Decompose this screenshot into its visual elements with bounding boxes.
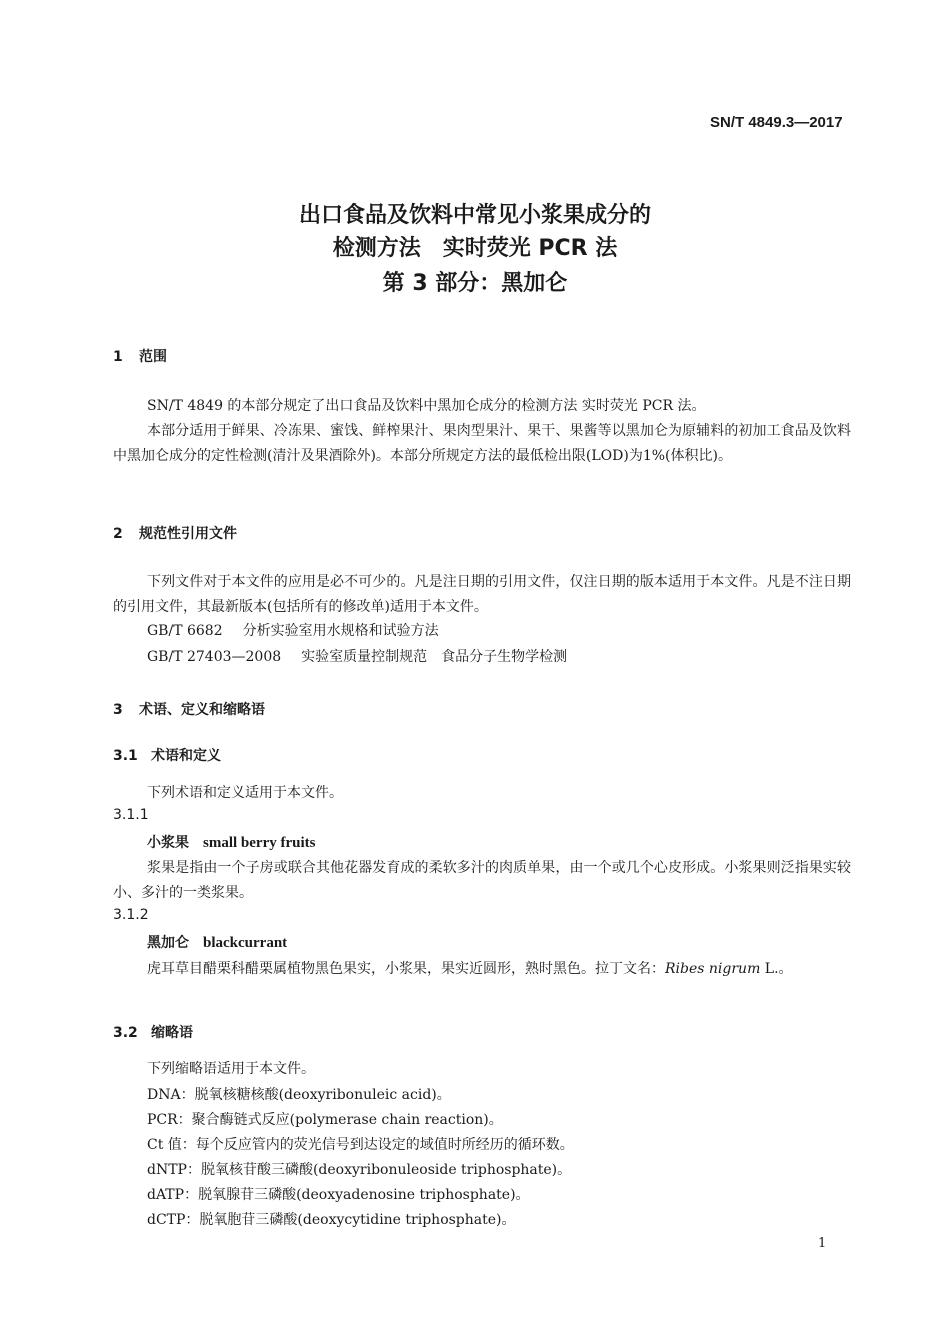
section-1-paragraph-2: 本部分适用于鲜果、冷冻果、蜜饯、鲜榨果汁、果肉型果汁、果干、果酱等以黑加仑为原辅料的初加工食品及饮料中黑加仑成分的定性检测(清汁及果酒除外)。本部分所规定方法的最低检出限(LOD)为1%(体积比)。 (113, 423, 851, 464)
abbreviations-intro: 下列缩略语适用于本文件。 (147, 1061, 315, 1077)
subsection-3-1-heading (113, 745, 221, 765)
latin-suffix: L.。 (760, 961, 793, 977)
subsection-3-2-heading (113, 1022, 193, 1042)
reference-code: GB/T 27403—2008 (147, 649, 282, 665)
term-definition: 浆果是指由一个子房或联合其他花器发育成的柔软多汁的肉质单果，由一个或几个心皮形成。小浆果则泛指果实较小、多汁的一类浆果。 (113, 860, 851, 901)
abbreviation-item: PCR：聚合酶链式反应(polymerase chain reaction)。 (147, 1112, 503, 1128)
term-zh: 小浆果 (147, 835, 189, 851)
term-en: small berry fruits (203, 835, 316, 851)
reference-item (147, 620, 439, 640)
section-title: 术语、定义和缩略语 (139, 702, 265, 718)
section-title: 范围 (139, 349, 167, 365)
term-number: 3.1.2 (113, 907, 149, 923)
section-number: 2 (113, 526, 123, 542)
abbreviation-item: dATP：脱氧腺苷三磷酸(deoxyadenosine triphosphate)。 (147, 1187, 530, 1203)
term-blackcurrant (147, 932, 287, 952)
section-3-heading (113, 699, 265, 719)
reference-item (147, 646, 567, 666)
subsection-number: 3.2 (113, 1025, 138, 1041)
title-line-2: 检测方法 实时荧光 PCR 法 (332, 236, 618, 261)
reference-code: GB/T 6682 (147, 623, 223, 639)
term-en: blackcurrant (203, 935, 288, 951)
page-number: 1 (818, 1236, 827, 1251)
term-definition (113, 957, 851, 982)
section-2-paragraph: 下列文件对于本文件的应用是必不可少的。凡是注日期的引用文件，仅注日期的版本适用于本文件。凡是不注日期的引用文件，其最新版本(包括所有的修改单)适用于本文件。 (113, 574, 851, 615)
term-number: 3.1.1 (113, 807, 149, 823)
latin-name: Ribes nigrum (665, 961, 761, 977)
reference-name: 分析实验室用水规格和试验方法 (242, 623, 439, 639)
abbreviation-item: DNA：脱氧核糖核酸(deoxyribonuleic acid)。 (147, 1087, 451, 1103)
term-small-berry-fruits (147, 832, 315, 852)
title-line-1: 出口食品及饮料中常见小浆果成分的 (298, 203, 651, 228)
section-number: 3 (113, 702, 123, 718)
term-zh: 黑加仑 (147, 935, 189, 951)
standard-code: SN/T 4849.3—2017 (710, 114, 843, 131)
abbreviation-item: dNTP：脱氧核苷酸三磷酸(deoxyribonuleoside triphosphate)。 (147, 1162, 572, 1178)
title-line-3: 第 3 部分：黑加仑 (382, 271, 568, 296)
section-title: 规范性引用文件 (139, 526, 237, 542)
reference-name: 实验室质量控制规范 食品分子生物学检测 (301, 649, 568, 665)
section-1-heading (113, 346, 167, 366)
abbreviation-item: Ct 值：每个反应管内的荧光信号到达设定的域值时所经历的循环数。 (147, 1137, 574, 1153)
subsection-title: 缩略语 (151, 1025, 193, 1041)
terms-intro: 下列术语和定义适用于本文件。 (147, 785, 343, 801)
definition-text: 虎耳草目醋栗科醋栗属植物黑色果实，小浆果，果实近圆形，熟时黑色。拉丁文名： (147, 961, 665, 977)
abbreviation-item: dCTP：脱氧胞苷三磷酸(deoxycytidine triphosphate)。 (147, 1212, 516, 1228)
subsection-number: 3.1 (113, 748, 138, 764)
section-2-heading (113, 523, 237, 543)
section-number: 1 (113, 349, 123, 365)
section-1-paragraph-1: SN/T 4849 的本部分规定了出口食品及饮料中黑加仑成分的检测方法 实时荧光 PCR 法。 (147, 398, 706, 414)
subsection-title: 术语和定义 (151, 748, 221, 764)
